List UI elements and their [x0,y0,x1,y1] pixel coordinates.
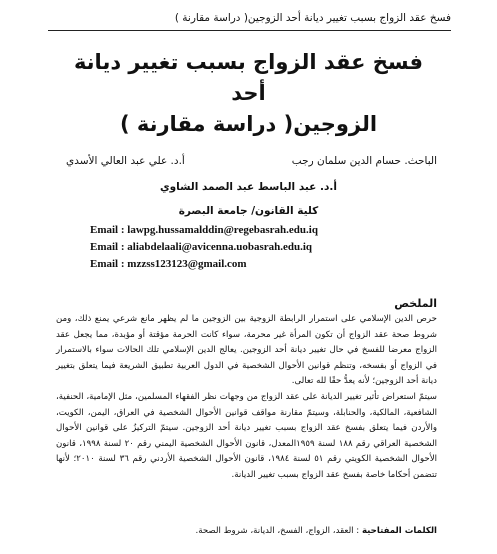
author-3: أ.د. عبد الباسط عبد الصمد الشاوي [160,181,337,193]
abstract-paragraph-1: حرص الدين الإسلامي على استمرار الرابطة الزوجية بين الزوجين ما لم يظهر مانع شرعي يمنع ذلك، ومن شروط صحة عقد الزواج أن تكون المرأة غير محرمة، سواء كانت الحرمة مؤقتة أو مؤبدة، مما يجعل عقد الزواج معرضا للفسخ في حال تغيير ديانة أحد الزوجين. يعالج الدين الإسلامي تلك الحالات سواء بالاستمرار في الزواج أو بفسخه، وتنظم قوانين الأحوال الشخصية في الدول العربية تطبيق الشريعة فيما يتعلق بتغيير ديانة أحد الزوجين؛ لأنه يعدُّ حقًا لله تعالى. [56,314,437,387]
keywords-list: : العقد، الزواج، الفسخ، الديانة، شروط الصحة. [195,526,360,536]
abstract-paragraph-2: سيتمّ استعراض تأثير تغيير الديانة على عقد الزواج من وجهات نظر الفقهاء المسلمين، مثل الإمامية، الحنفية، الشافعية، المالكية، والحنابلة، وسيتمّ مقارنة مواقف قوانين الأحوال الشخصية في العراق، اليمن، الكويت، والأردن فيما يتعلق بفسخ عقد الزواج بسبب تغيير ديانة أحد الزوجين. سيتمّ التركيزُ على قوانين الأحوال الشخصية العراقي رقم ١٨٨ لسنة ١٩٥٩المعدل، قانون الأحوال الشخصية اليمني رقم ٢٠ لسنة ١٩٩٨، قانون الأحوال الشخصية الكويتي رقم ٥١ لسنة ١٩٨٤، قانون الأحوال الشخصية الأردني رقم ٣٦ لسنة ٢٠١٠؛ لأنها تتضمن أحكاما خاصة بفسخ عقد الزواج بسبب تغيير الديانة. [56,391,437,480]
paper-title [60,47,437,140]
email-list [90,222,318,273]
keywords [56,526,437,536]
title-line-1: فسخ عقد الزواج بسبب تغيير ديانة أحد [73,50,424,105]
abstract-heading: الملخص [394,297,437,310]
author-2: أ.د. علي عبد العالي الأسدي [66,155,185,167]
email-1[interactable]: Email : lawpg.hussamalddin@regebasrah.edu.iq [90,224,318,236]
running-header: فسخ عقد الزواج بسبب تغيير ديانة أحد الزوجين( دراسة مقارنة ) [174,12,451,24]
abstract-body [56,312,437,484]
affiliation: كلية القانون/ جامعة البصرة [178,205,319,217]
email-3[interactable]: Email : mzzss123123@gmail.com [90,258,247,270]
author-1: الباحث. حسام الدين سلمان رجب [291,155,437,167]
header-rule [48,30,451,31]
title-line-2: الزوجين( دراسة مقارنة ) [119,112,378,136]
email-2[interactable]: Email : aliabdelaali@avicenna.uobasrah.edu.iq [90,241,313,253]
keywords-label: الكلمات المفتاحية [361,526,437,536]
